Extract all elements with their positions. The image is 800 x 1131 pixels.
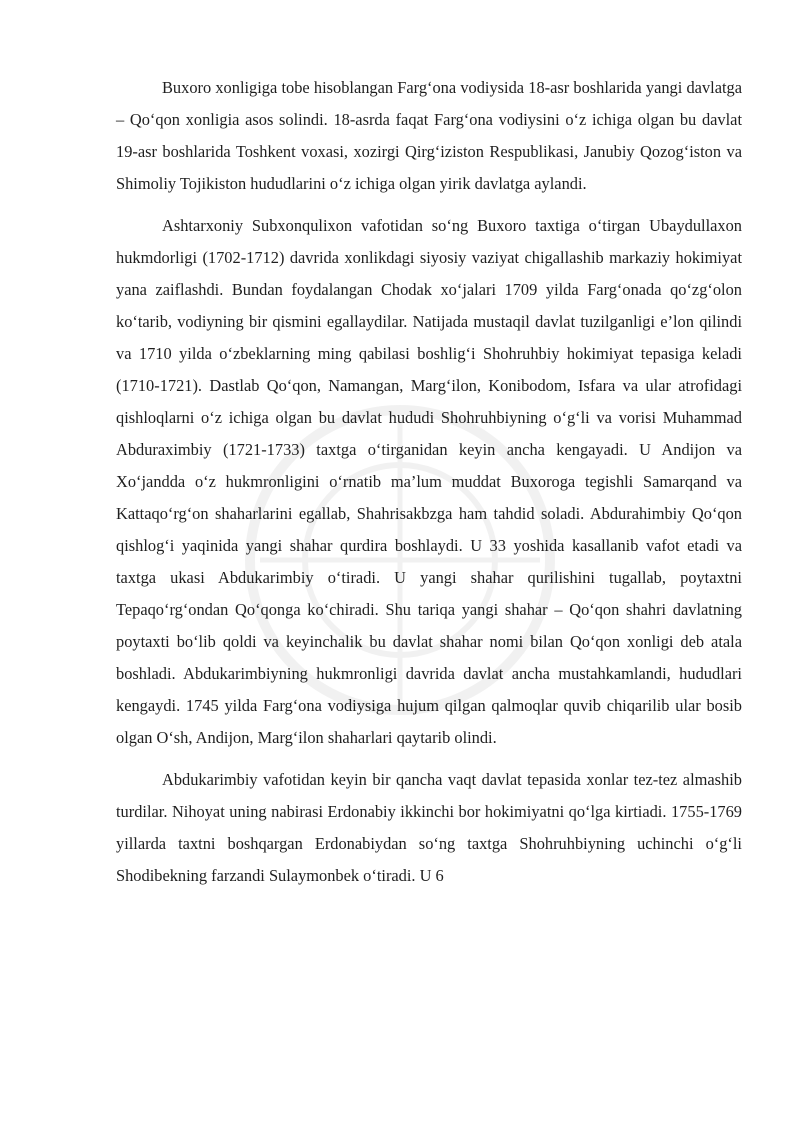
paragraph-1: Buxoro xonligiga tobe hisoblangan Farg‘ona vodiysida 18-asr boshlarida yangi davlatga – Qo‘qon xonligia asos solindi. 18-asrda faqat Farg‘ona vodiysini o‘z ichiga olgan bu davlat 19-asr boshlarida Toshkent voxasi, xozirgi Qirg‘iziston Respublikasi, Janubiy Qozog‘iston va Shimoliy Tojikiston hududlarini o‘z ichiga olgan yirik davlatga aylandi. [116,78,742,193]
document-body [116,72,742,902]
paragraph-3: Abdukarimbiy vafotidan keyin bir qancha vaqt davlat tepasida xonlar tez-tez almashib turdilar. Nihoyat uning nabirasi Erdonabiy ikkinchi bor hokimiyatni qo‘lga kirtiadi. 1755-1769 yillarda taxtni boshqargan Erdonabiydan so‘ng taxtga Shohruhbiyning uchinchi o‘g‘li Shodibekning farzandi Sulaymonbek o‘tiradi. U 6 [116,770,742,885]
paragraph-2: Ashtarxoniy Subxonqulixon vafotidan so‘ng Buxoro taxtiga o‘tirgan Ubaydullaxon hukmdorligi (1702-1712) davrida xonlikdagi siyosiy vaziyat chigallashib markaziy hokimiyat yana zaiflashdi. Bundan foydalangan Chodak xo‘jalari 1709 yilda Farg‘onada qo‘zg‘olon ko‘tarib, vodiyning bir qismini egallaydilar. Natijada mustaqil davlat tuzilganligi e’lon qilindi va 1710 yilda o‘zbeklarning ming qabilasi boshlig‘i Shohruhbiy hokimiyat tepasiga keladi (1710-1721). Dastlab Qo‘qon, Namangan, Marg‘ilon, Konibodom, Isfara va ular atrofidagi qishloqlarni o‘z ichiga olgan bu davlat hududi Shohruhbiyning o‘g‘li va vorisi Muhammad Abduraximbiy (1721-1733) taxtga o‘tirganidan keyin ancha kengayadi. U Andijon va Xo‘jandda o‘z hukmronligini o‘rnatib ma’lum muddat Buxoroga tegishli Samarqand va Kattaqo‘rg‘on shaharlarini egallab, Shahrisakbzga ham tahdid soladi. Abdurahimbiy Qo‘qon qishlog‘i yaqinida yangi shahar qurdira boshlaydi. U 33 yoshida kasallanib vafot etadi va taxtga ukasi Abdukarimbiy o‘tiradi. U yangi shahar qurilishini tugallab, poytaxtni Tepaqo‘rg‘ondan Qo‘qonga ko‘chiradi. Shu tariqa yangi shahar – Qo‘qon shahri davlatning poytaxti bo‘lib qoldi va keyinchalik bu davlat shahar nomi bilan Qo‘qon xonligi deb atala boshladi. Abdukarimbiyning hukmronligi davrida davlat ancha mustahkamlandi, hududlari kengaydi. 1745 yilda Farg‘ona vodiysiga hujum qilgan qalmoqlar quvib chiqarilib ular bosib olgan O‘sh, Andijon, Marg‘ilon shaharlari qaytarib olindi. [116,216,742,747]
